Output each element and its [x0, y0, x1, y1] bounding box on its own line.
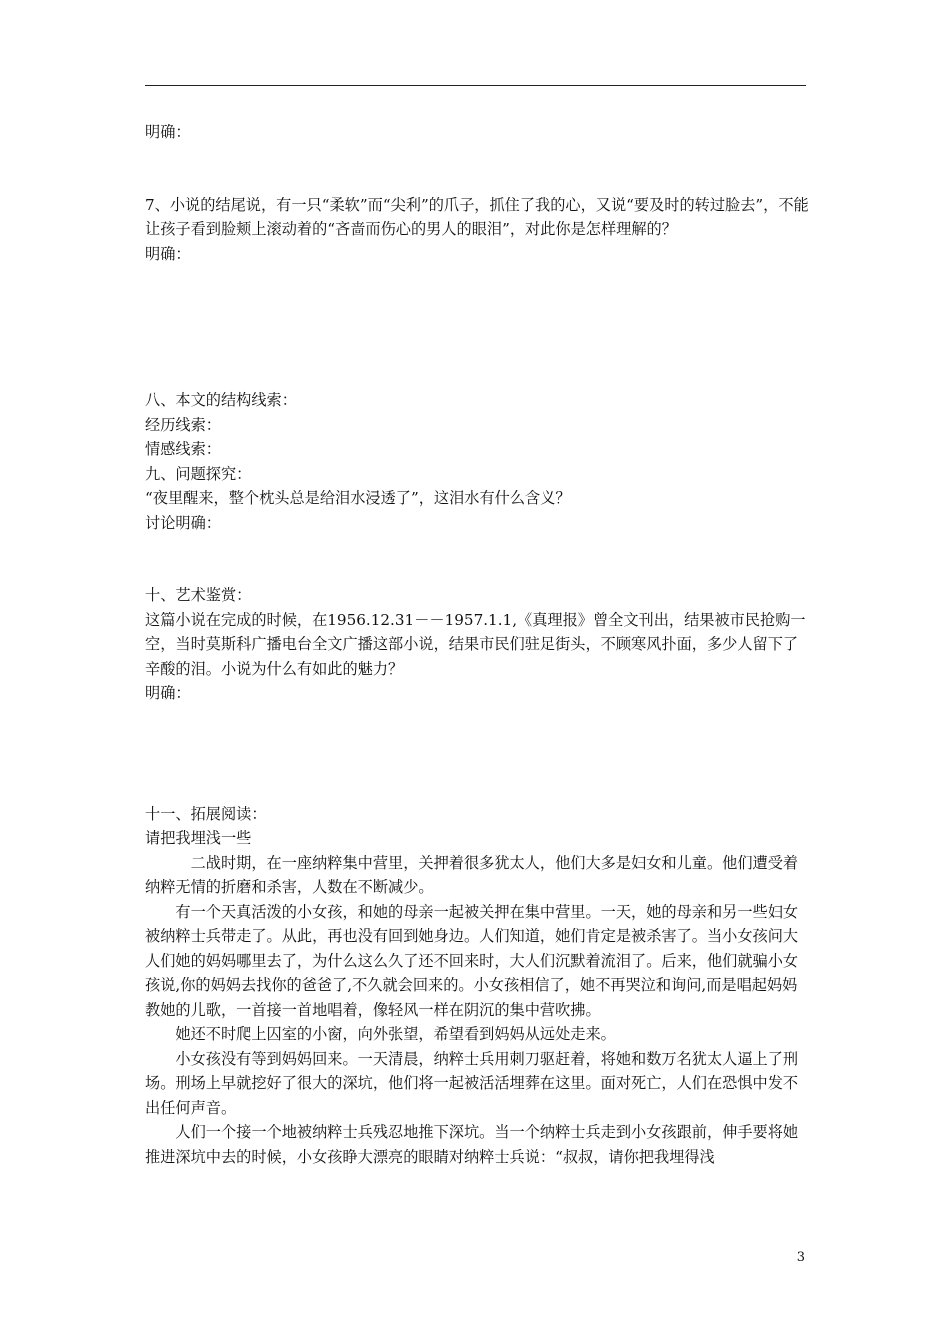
discussion-answer-label: 讨论明确：: [145, 513, 221, 532]
answer-space: [145, 266, 810, 388]
experience-clue-label: 经历线索：: [145, 415, 221, 434]
section-9-heading: 九、问题探究：: [145, 464, 252, 483]
answer-label: 明确：: [145, 684, 191, 702]
emotion-clue-label: 情感线索：: [145, 440, 221, 458]
answer-space: [145, 145, 810, 193]
answer-label: 明确：: [145, 244, 191, 263]
section-9-question: “夜里醒来，整个枕头总是给泪水浸透了”，这泪水有什么含义？: [145, 489, 571, 507]
answer-space: [145, 535, 810, 583]
story-paragraph: 人们一个接一个地被纳粹士兵残忍地推下深坑。当一个纳粹士兵走到小女孩跟前，伸手要将她推进深坑中去的时候，小女孩睁大漂亮的眼睛对纳粹士兵说：“叔叔，请你把我埋得浅: [145, 1123, 799, 1166]
story-paragraph: 她还不时爬上囚室的小窗，向外张望，希望看到妈妈从远处走来。: [175, 1025, 616, 1043]
section-10-heading: 十、艺术鉴赏：: [145, 586, 252, 604]
page-number: 3: [796, 1250, 805, 1265]
header-rule: [145, 85, 806, 86]
section-11-heading: 十一、拓展阅读：: [145, 804, 267, 823]
story-title: 请把我埋浅一些: [145, 829, 252, 847]
answer-space: [145, 706, 810, 802]
story-paragraph: 二战时期，在一座纳粹集中营里，关押着很多犹太人，他们大多是妇女和儿童。他们遭受着纳粹无情的折磨和杀害，人数在不断减少。: [145, 853, 799, 896]
story-paragraph: 小女孩没有等到妈妈回来。一天清晨，纳粹士兵用刺刀驱赶着，将她和数万名犹太人逼上了刑场。刑场上早就挖好了很大的深坑，他们将一起被活活埋葬在这里。面对死亡，人们在恐惧中发不出任何声音。: [145, 1049, 799, 1117]
section-8-heading: 八、本文的结构线索：: [145, 391, 297, 409]
question-7: 7、小说的结尾说，有一只“柔软”而“尖利”的爪子，抓住了我的心，又说“要及时的转过脸去”，不能让孩子看到脸颊上滚动着的“吝啬而伤心的男人的眼泪”，对此你是怎样理解的？: [145, 195, 809, 238]
answer-label: 明确：: [145, 123, 191, 141]
section-10-text: 这篇小说在完成的时候，在1956.12.31－－1957.1.1,《真理报》曾全文刊出，结果被市民抢购一空，当时莫斯科广播电台全文广播这部小说，结果市民们驻足街头，不顾寒风扑面，多少人留下了辛酸的泪。小说为什么有如此的魅力？: [145, 610, 806, 678]
page-content: [145, 120, 810, 1169]
story-paragraph: 有一个天真活泼的小女孩，和她的母亲一起被关押在集中营里。一天，她的母亲和另一些妇女被纳粹士兵带走了。从此，再也没有回到她身边。人们知道，她们肯定是被杀害了。当小女孩问大人们她的妈妈哪里去了，为什么这么久了还不回来时，大人们沉默着流泪了。后来，他们就骗小女孩说,你的妈妈去找你的爸爸了,不久就会回来的。小女孩相信了，她不再哭泣和询问,而是唱起妈妈教她的儿歌，一首接一首地唱着，像轻风一样在阴沉的集中营吹拂。: [145, 902, 799, 1019]
